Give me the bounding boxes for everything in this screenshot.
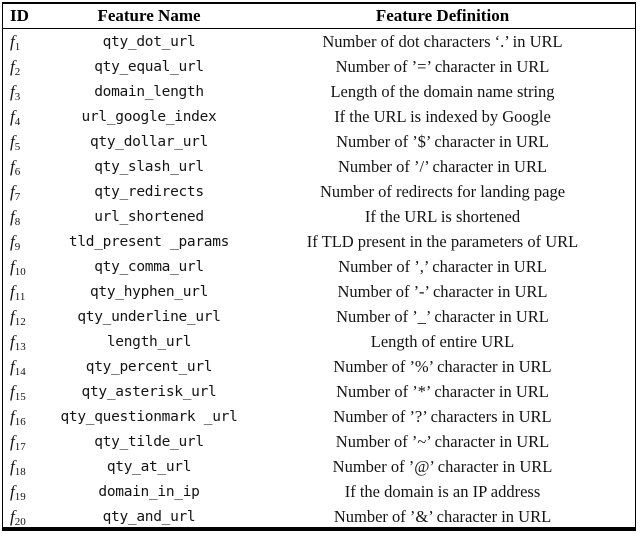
- feature-name: domain_in_ip: [98, 483, 200, 500]
- feature-definition: Number of ’/’ character in URL: [337, 156, 548, 176]
- table-header-row: [3, 4, 635, 29]
- feature-definition: If the domain is an IP address: [344, 481, 541, 501]
- feature-id: $f_{13}$: [10, 331, 26, 352]
- table-row: [3, 379, 635, 404]
- feature-name: url_google_index: [81, 108, 217, 125]
- feature-definition: Number of ’?’ characters in URL: [333, 406, 552, 426]
- feature-name: qty_tilde_url: [94, 433, 204, 450]
- feature-name: qty_questionmark _url: [60, 408, 238, 425]
- feature-name: qty_and_url: [102, 508, 196, 525]
- feature-id: $f_{15}$: [10, 381, 26, 402]
- feature-definition: Number of ’,’ character in URL: [338, 256, 547, 276]
- feature-definition: Number of ’-’ character in URL: [337, 281, 548, 301]
- table-row: [3, 104, 635, 129]
- feature-id: $f_{19}$: [10, 481, 26, 502]
- feature-name: qty_dot_url: [102, 33, 196, 50]
- feature-id: $f_{16}$: [10, 406, 26, 427]
- feature-name: qty_slash_url: [94, 158, 204, 175]
- feature-name: qty_equal_url: [94, 58, 204, 75]
- feature-definition: Number of dot characters ‘.’ in URL: [322, 31, 563, 51]
- feature-id: $f_{20}$: [10, 506, 26, 527]
- feature-id: $f_{17}$: [10, 431, 26, 452]
- feature-definition: If the URL is indexed by Google: [334, 106, 551, 126]
- feature-id: $f_7$: [10, 181, 21, 202]
- feature-id: $f_{11}$: [10, 281, 26, 302]
- feature-definition: Number of ’~’ character in URL: [335, 431, 550, 451]
- feature-id: $f_{14}$: [10, 356, 26, 377]
- feature-name: qty_underline_url: [77, 308, 221, 325]
- feature-id: $f_5$: [10, 131, 21, 152]
- feature-name: domain_length: [94, 83, 204, 100]
- table-row: [3, 229, 635, 254]
- table-row: [3, 479, 635, 504]
- table-row: [3, 179, 635, 204]
- feature-definition: Number of ’$’ character in URL: [336, 131, 549, 151]
- feature-name: qty_redirects: [94, 183, 204, 200]
- table-row: [3, 254, 635, 279]
- feature-definition: Number of ’=’ character in URL: [335, 56, 550, 76]
- column-header-definition: Feature Definition: [375, 6, 510, 25]
- feature-id: $f_6$: [10, 156, 21, 177]
- feature-name: qty_dollar_url: [89, 133, 209, 150]
- feature-name: length_url: [106, 333, 192, 350]
- feature-id: $f_9$: [10, 231, 21, 252]
- column-header-id: ID: [10, 6, 29, 25]
- table-row: [3, 504, 635, 529]
- feature-definition: Length of the domain name string: [330, 81, 555, 101]
- feature-name: tld_present _params: [68, 233, 230, 250]
- feature-id: $f_{12}$: [10, 306, 26, 327]
- table-row: [3, 304, 635, 329]
- table-row: [3, 79, 635, 104]
- column-header-name: Feature Name: [97, 6, 201, 25]
- table-row: [3, 429, 635, 454]
- table-row: [3, 129, 635, 154]
- table-row: [3, 404, 635, 429]
- table-row: [3, 329, 635, 354]
- table-row: [3, 279, 635, 304]
- feature-definition-table: [2, 2, 636, 531]
- feature-id: $f_4$: [10, 106, 21, 127]
- feature-id: $f_8$: [10, 206, 21, 227]
- feature-id: $f_{10}$: [10, 256, 26, 277]
- feature-name: qty_comma_url: [94, 258, 204, 275]
- feature-name: url_shortened: [94, 208, 204, 225]
- feature-definition: Length of entire URL: [370, 331, 515, 351]
- feature-name: qty_percent_url: [85, 358, 213, 375]
- feature-id: $f_2$: [10, 56, 21, 77]
- feature-definition: Number of ’%’ character in URL: [333, 356, 552, 376]
- feature-definition: Number of ’_’ character in URL: [336, 306, 549, 326]
- table-body: [3, 29, 635, 529]
- feature-id: $f_3$: [10, 81, 21, 102]
- feature-definition: Number of ’@’ character in URL: [332, 456, 553, 476]
- feature-definition: If TLD present in the parameters of URL: [306, 231, 579, 251]
- feature-definition: Number of ’*’ character in URL: [336, 381, 549, 401]
- feature-name: qty_at_url: [106, 458, 192, 475]
- feature-id: $f_1$: [10, 31, 21, 52]
- feature-name: qty_asterisk_url: [81, 383, 217, 400]
- table-row: [3, 29, 635, 54]
- table-row: [3, 354, 635, 379]
- table-row: [3, 54, 635, 79]
- feature-definition: Number of redirects for landing page: [319, 181, 566, 201]
- feature-name: qty_hyphen_url: [89, 283, 209, 300]
- table-row: [3, 204, 635, 229]
- feature-definition: If the URL is shortened: [364, 206, 521, 226]
- table-row: [3, 154, 635, 179]
- feature-definition: Number of ’&’ character in URL: [333, 506, 552, 526]
- table-row: [3, 454, 635, 479]
- feature-id: $f_{18}$: [10, 456, 26, 477]
